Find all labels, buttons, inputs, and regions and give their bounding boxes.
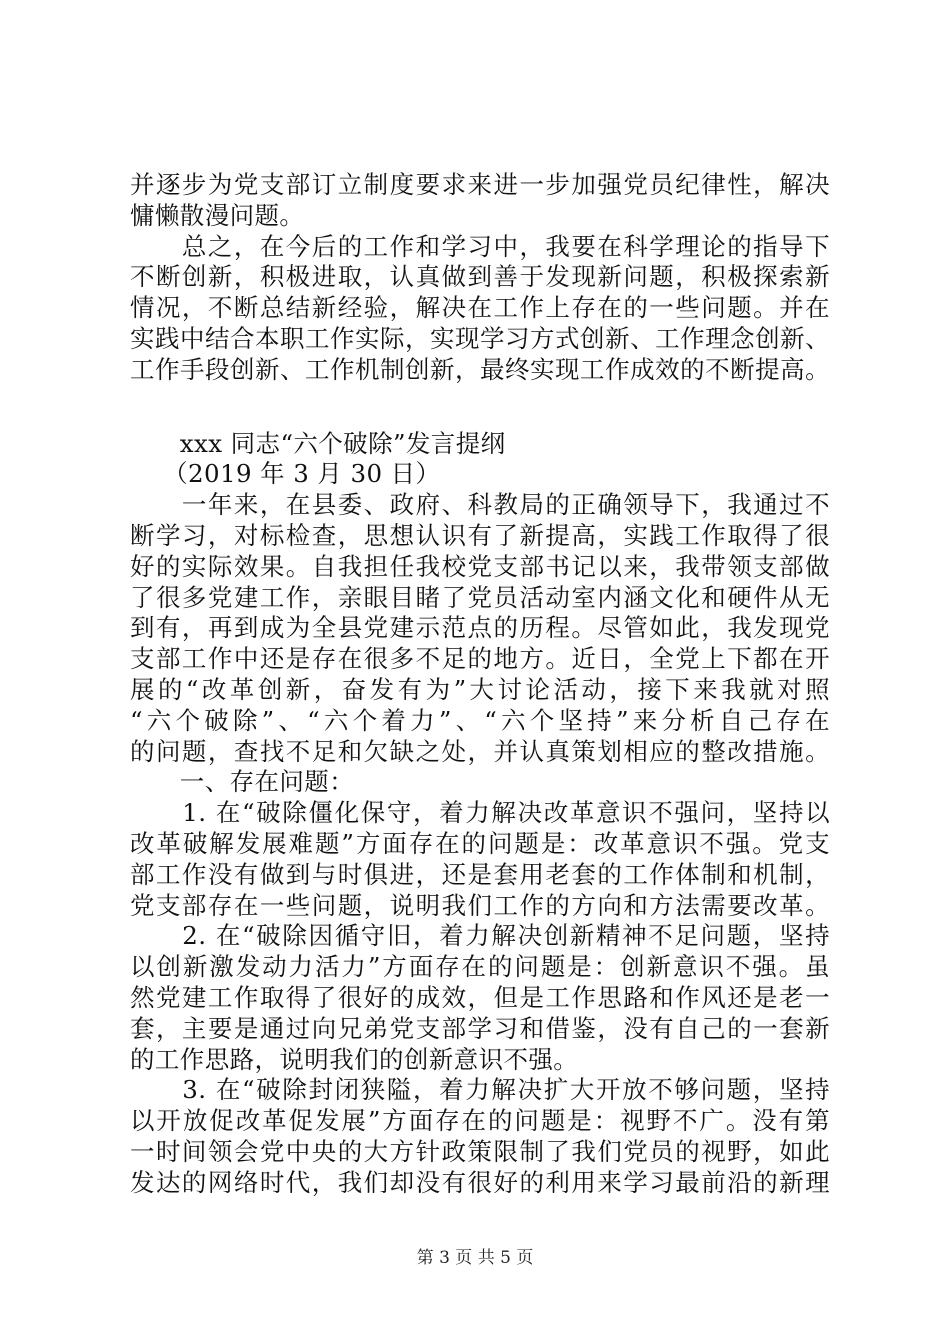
text-line: 总之，在今后的工作和学习中，我要在科学理论的指导下	[130, 231, 830, 261]
text-line: 慵懒散漫问题。	[130, 200, 305, 230]
text-line: 部工作没有做到与时俱进，还是套用老套的工作体制和机制，	[130, 859, 830, 889]
text-line: 改革破解发展难题”方面存在的问题是：改革意识不强。党支	[130, 828, 830, 858]
paragraph-intro	[130, 490, 830, 767]
speech-title	[130, 429, 830, 460]
text-line: 3. 在“破除封闭狭隘，着力解决扩大开放不够问题，坚持	[130, 1075, 830, 1105]
text-line: 党支部存在一些问题，说明我们工作的方向和方法需要改革。	[130, 890, 830, 920]
heading-line: 一、存在问题：	[130, 767, 355, 797]
date-line: （2019 年 3 月 30 日）	[130, 459, 441, 489]
paragraph-discipline	[130, 170, 830, 232]
text-line: 发达的网络时代，我们却没有很好的利用来学习最前沿的新理	[130, 1167, 830, 1197]
document-body	[130, 170, 830, 1199]
text-line: 1. 在“破除僵化保守，着力解决改革意识不强问，坚持以	[130, 798, 830, 828]
text-line: 的工作思路，说明我们的创新意识不强。	[130, 1044, 579, 1074]
text-line: “六个破除”、“六个着力”、“六个坚持”来分析自己存在	[130, 705, 830, 735]
text-line: 工作手段创新、工作机制创新，最终实现工作成效的不断提高。	[130, 354, 830, 384]
text-line: 支部工作中还是存在很多不足的地方。近日，全党上下都在开	[130, 644, 830, 674]
text-line: 一年来，在县委、政府、科教局的正确领导下，我通过不	[130, 490, 830, 520]
text-line: 到有，再到成为全县党建示范点的历程。尽管如此，我发现党	[130, 613, 830, 643]
text-line: 不断创新，积极进取，认真做到善于发现新问题，积极探索新	[130, 262, 830, 292]
title-line: xxx 同志“六个破除”发言提纲	[130, 428, 506, 458]
paragraph-item-2	[130, 921, 830, 1075]
text-line: 了很多党建工作，亲眼目睹了党员活动室内涵文化和硬件从无	[130, 582, 830, 612]
page-footer: 第 3 页 共 5 页	[416, 1248, 534, 1268]
section-gap	[130, 386, 830, 429]
text-line: 并逐步为党支部订立制度要求来进一步加强党员纪律性，解决	[130, 170, 830, 199]
text-line: 情况，不断总结新经验，解决在工作上存在的一些问题。并在	[130, 293, 830, 323]
text-line: 以创新激发动力活力”方面存在的问题是：创新意识不强。虽	[130, 952, 830, 982]
section-heading	[130, 767, 830, 798]
text-line: 的问题，查找不足和欠缺之处，并认真策划相应的整改措施。	[130, 736, 830, 766]
text-line: 展的“改革创新，奋发有为”大讨论活动，接下来我就对照	[130, 674, 830, 704]
text-line: 以开放促改革促发展”方面存在的问题是：视野不广。没有第	[130, 1106, 830, 1136]
text-line: 套，主要是通过向兄弟党支部学习和借鉴，没有自己的一套新	[130, 1013, 830, 1043]
text-line: 2. 在“破除因循守旧，着力解决创新精神不足问题，坚持	[130, 921, 830, 951]
text-line: 断学习，对标检查，思想认识有了新提高，实践工作取得了很	[130, 520, 830, 550]
paragraph-conclusion	[130, 232, 830, 386]
text-line: 实践中结合本职工作实际，实现学习方式创新、工作理念创新、	[130, 323, 830, 353]
text-line: 然党建工作取得了很好的成效，但是工作思路和作风还是老一	[130, 982, 830, 1012]
text-line: 好的实际效果。自我担任我校党支部书记以来，我带领支部做	[130, 551, 830, 581]
paragraph-item-3	[130, 1075, 830, 1198]
text-line: 一时间领会党中央的大方针政策限制了我们党员的视野，如此	[130, 1136, 830, 1166]
paragraph-item-1	[130, 798, 830, 921]
speech-date	[130, 459, 830, 490]
